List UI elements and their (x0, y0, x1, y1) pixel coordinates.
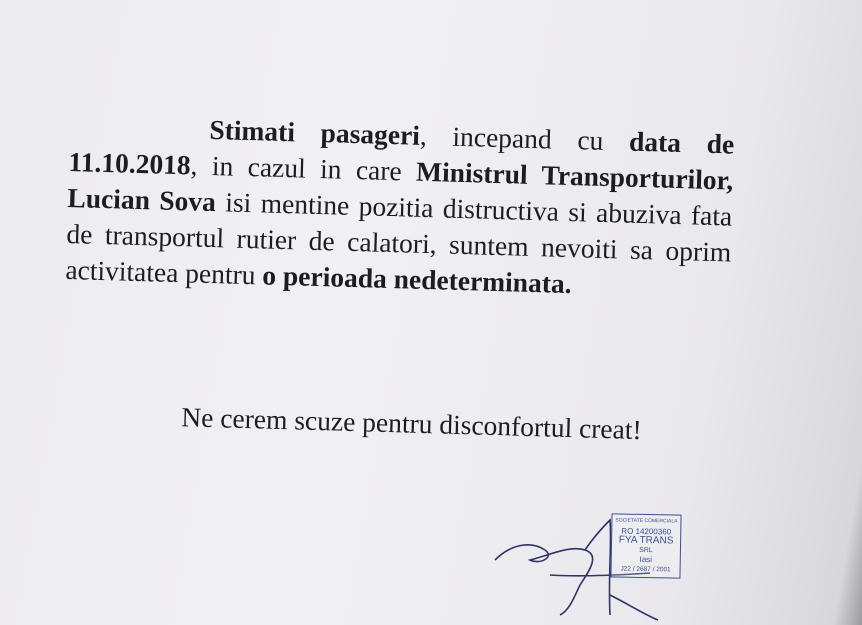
stamp-line: SOCIETATE COMERCIALA (615, 517, 678, 525)
apology-line: Ne cerem scuze pentru disconfortul creat! (180, 401, 643, 446)
duration: o perioada nedeterminata. (261, 259, 573, 300)
stamp-line: J22 / 2687 / 2001 (620, 565, 671, 573)
text: , incepand cu (419, 119, 630, 157)
notice-paragraph (65, 108, 735, 306)
notice-body (65, 108, 735, 446)
text: isi mentine pozitia distructiva si abuziva fata de transportul rutier de calatori, suntem nevoiti sa oprim activitatea pentru (65, 186, 733, 291)
stamp-line: RO 14200360 (621, 526, 672, 536)
stamp-line: FYA TRANS (618, 534, 674, 547)
text: , in cazul in care (190, 149, 417, 187)
company-stamp (610, 513, 681, 578)
stamp-line: SRL (639, 546, 653, 554)
stamp-line: Iasi (639, 554, 653, 565)
date: data de 11.10.2018 (68, 125, 735, 181)
minister: Ministrul Transporturilor, Lucian Sova (67, 155, 734, 218)
greeting: Stimati pasageri (209, 113, 421, 151)
